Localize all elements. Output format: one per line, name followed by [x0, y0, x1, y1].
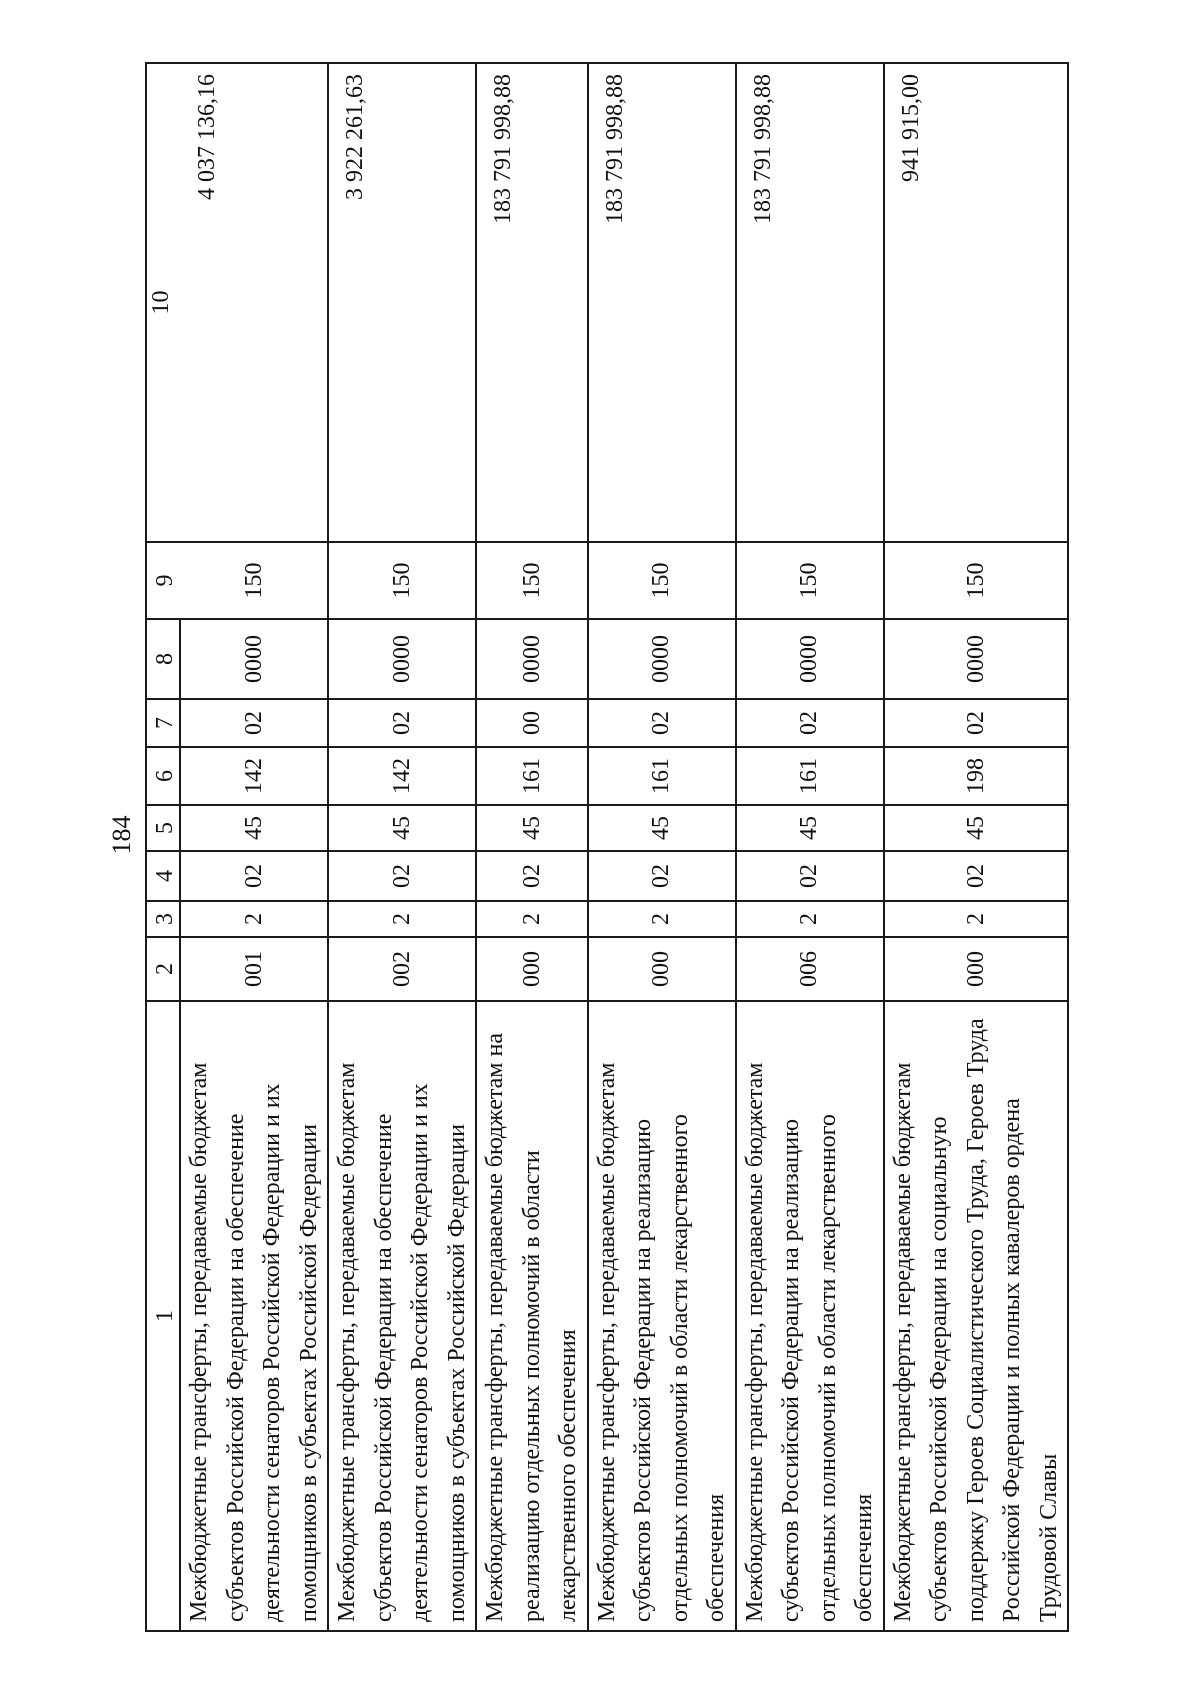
table-row: [476, 63, 588, 1631]
header-cell-7: 7: [146, 699, 180, 747]
code-3-cell: 2: [884, 901, 1069, 937]
code-9-cell: 150: [180, 542, 328, 619]
code-8-cell: 0000: [588, 619, 736, 699]
rotated-page-content: [145, 64, 1062, 1632]
code-6-cell: 142: [328, 747, 476, 805]
table-row: [736, 63, 884, 1631]
code-6-cell: 142: [180, 747, 328, 805]
table-body: [146, 63, 1068, 1631]
amount-cell: 941 915,00: [884, 63, 1069, 542]
amount-cell: 4 037 136,16: [180, 63, 328, 542]
code-4-cell: 02: [736, 851, 884, 901]
amount-cell: 3 922 261,63: [328, 63, 476, 542]
header-cell-8: 8: [146, 619, 180, 699]
code-7-cell: 02: [588, 699, 736, 747]
header-cell-1: 1: [146, 1001, 180, 1631]
amount-cell: 183 791 998,88: [476, 63, 588, 542]
code-8-cell: 0000: [180, 619, 328, 699]
amount-cell: 183 791 998,88: [588, 63, 736, 542]
row-name-cell: Межбюджетные трансферты, передаваемые бюджетам субъектов Российской Федерации на обеспечение деятельности сенаторов Российской Федерации и их помощников в субъектах Российской Федерации: [328, 1001, 476, 1631]
code-2-cell: 000: [588, 937, 736, 1001]
code-9-cell: 150: [588, 542, 736, 619]
code-7-cell: 02: [180, 699, 328, 747]
row-name-cell: Межбюджетные трансферты, передаваемые бюджетам субъектов Российской Федерации на реализацию отдельных полномочий в области лекарственного обеспечения: [588, 1001, 736, 1631]
code-6-cell: 198: [884, 747, 1069, 805]
amount-cell: 183 791 998,88: [736, 63, 884, 542]
code-8-cell: 0000: [476, 619, 588, 699]
code-6-cell: 161: [736, 747, 884, 805]
code-2-cell: 001: [180, 937, 328, 1001]
header-cell-9: 9: [146, 542, 180, 619]
table-row: [180, 63, 328, 1631]
budget-table: [145, 62, 1069, 1632]
code-2-cell: 002: [328, 937, 476, 1001]
code-4-cell: 02: [180, 851, 328, 901]
row-name-cell: Межбюджетные трансферты, передаваемые бюджетам на реализацию отдельных полномочий в области лекарственного обеспечения: [476, 1001, 588, 1631]
header-cell-3: 3: [146, 901, 180, 937]
row-name-cell: Межбюджетные трансферты, передаваемые бюджетам субъектов Российской Федерации на социальную поддержку Героев Социалистического Труда, Героев Труда Российской Федерации и полных кавалеров ордена Трудовой Славы: [884, 1001, 1069, 1631]
code-5-cell: 45: [328, 805, 476, 851]
header-cell-4: 4: [146, 851, 180, 901]
header-cell-6: 6: [146, 747, 180, 805]
code-4-cell: 02: [588, 851, 736, 901]
code-7-cell: 00: [476, 699, 588, 747]
row-name-cell: Межбюджетные трансферты, передаваемые бюджетам субъектов Российской Федерации на обеспечение деятельности сенаторов Российской Федерации и их помощников в субъектах Российской Федерации: [180, 1001, 328, 1631]
code-3-cell: 2: [328, 901, 476, 937]
row-name-cell: Межбюджетные трансферты, передаваемые бюджетам субъектов Российской Федерации на реализацию отдельных полномочий в области лекарственного обеспечения: [736, 1001, 884, 1631]
code-4-cell: 02: [884, 851, 1069, 901]
code-7-cell: 02: [328, 699, 476, 747]
code-4-cell: 02: [476, 851, 588, 901]
code-9-cell: 150: [476, 542, 588, 619]
code-6-cell: 161: [588, 747, 736, 805]
page-number: 184: [107, 815, 136, 855]
table-row: [588, 63, 736, 1631]
code-2-cell: 000: [884, 937, 1069, 1001]
header-cell-5: 5: [146, 805, 180, 851]
code-7-cell: 02: [736, 699, 884, 747]
code-3-cell: 2: [736, 901, 884, 937]
code-3-cell: 2: [180, 901, 328, 937]
code-2-cell: 006: [736, 937, 884, 1001]
code-2-cell: 000: [476, 937, 588, 1001]
code-3-cell: 2: [588, 901, 736, 937]
code-5-cell: 45: [884, 805, 1069, 851]
code-5-cell: 45: [180, 805, 328, 851]
code-8-cell: 0000: [884, 619, 1069, 699]
table-row: [884, 63, 1069, 1631]
code-5-cell: 45: [476, 805, 588, 851]
code-8-cell: 0000: [328, 619, 476, 699]
header-row: [146, 63, 180, 1631]
code-9-cell: 150: [736, 542, 884, 619]
code-3-cell: 2: [476, 901, 588, 937]
header-cell-10: 10: [146, 63, 180, 542]
table-row: [328, 63, 476, 1631]
header-cell-2: 2: [146, 937, 180, 1001]
code-7-cell: 02: [884, 699, 1069, 747]
code-4-cell: 02: [328, 851, 476, 901]
code-9-cell: 150: [328, 542, 476, 619]
code-8-cell: 0000: [736, 619, 884, 699]
code-9-cell: 150: [884, 542, 1069, 619]
code-5-cell: 45: [588, 805, 736, 851]
code-5-cell: 45: [736, 805, 884, 851]
code-6-cell: 161: [476, 747, 588, 805]
